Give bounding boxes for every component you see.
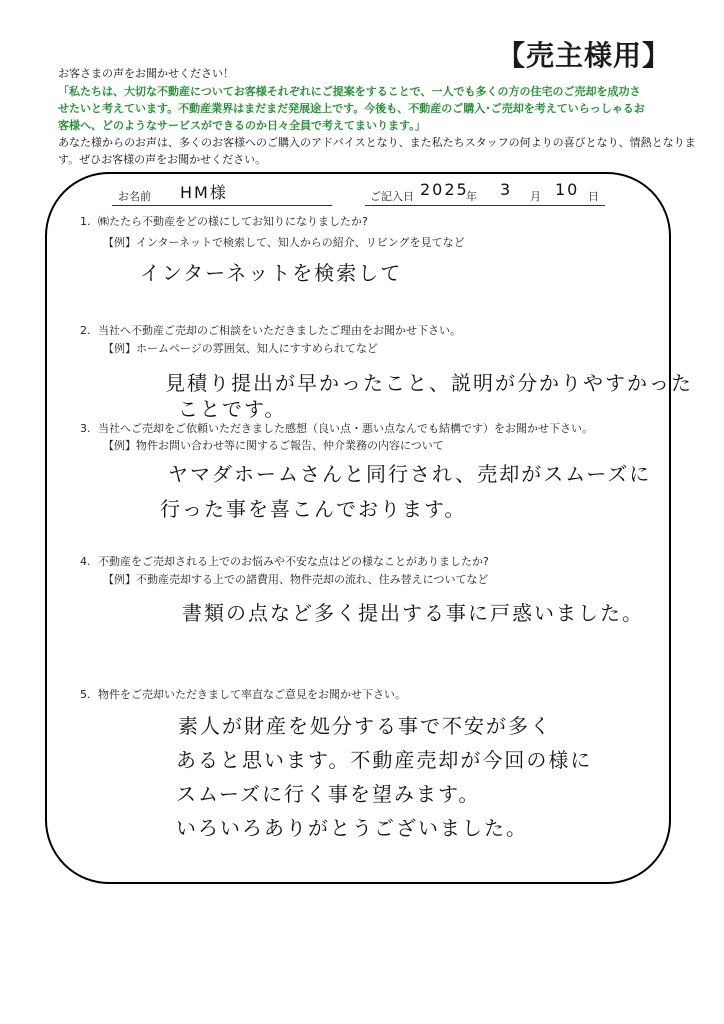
date-month-value: 3 xyxy=(500,180,513,199)
question-number: 4. xyxy=(80,555,91,568)
answer-line: インターネットを検索して xyxy=(140,261,403,285)
answer-line: 素人が財産を処分する事で不安が多く xyxy=(178,714,552,738)
intro-line: お客さまの声をお聞かせください！ xyxy=(58,67,234,80)
question-4 xyxy=(80,553,489,569)
question-example: 【例】ホームページの雰囲気、知人にすすめられてなど xyxy=(103,342,378,355)
question-example: 【例】インターネットで検索して、知人からの紹介、リビングを見てなど xyxy=(103,236,465,249)
question-number: 1. xyxy=(80,215,91,228)
answer-line: 書類の点など多く提出する事に戸惑いました。 xyxy=(182,601,644,625)
intro-message-line: せたいと考えています。不動産業界はまだまだ発展途上です。今後も、不動産のご購入･ご売却を考えていらっしゃるお xyxy=(58,102,645,115)
question-text: 当社へ不動産ご売却のご相談をいただきましたご理由をお聞かせ下さい。 xyxy=(98,324,461,337)
question-5 xyxy=(80,686,406,702)
month-label: 月 xyxy=(530,190,541,203)
intro-message-line: 客様へ、どのようなサービスができるのか日々全員で考えてまいります。」 xyxy=(58,119,426,132)
answer-line: あると思います。不動産売却が今回の様に xyxy=(176,748,593,772)
answer-line: スムーズに行く事を望みます。 xyxy=(176,782,481,806)
question-number: 5. xyxy=(80,688,91,701)
intro-line: す。ぜひお客様の声をお聞かせください。 xyxy=(58,153,267,166)
date-underline xyxy=(365,205,605,206)
answer-line: 行った事を喜こんでおります。 xyxy=(160,497,467,521)
answer-line: 見積り提出が早かったこと、説明が分かりやすかった xyxy=(165,371,693,395)
question-number: 2. xyxy=(80,324,91,337)
seller-form-badge: 【売主様用】 xyxy=(497,39,672,72)
name-value: HM様 xyxy=(180,183,228,202)
date-year-value: 2025 xyxy=(420,180,469,199)
question-2 xyxy=(80,322,461,338)
answer-line: ことです。 xyxy=(178,397,287,421)
question-text: 不動産をご売却される上でのお悩みや不安な点はどの様なことがありましたか? xyxy=(98,555,489,568)
question-text: ㈱たたら不動産をどの様にしてお知りになりましたか? xyxy=(98,215,368,228)
date-day-value: 10 xyxy=(555,180,580,199)
question-3 xyxy=(80,420,593,436)
name-underline xyxy=(112,205,332,206)
intro-message-line: 「私たちは、大切な不動産についてお客様それぞれにご提案をすることで、一人でも多くの方の住宅のご売却を成功さ xyxy=(58,85,641,98)
date-label: ご記入日 xyxy=(370,190,414,203)
question-example: 【例】物件お問い合わせ等に関するご報告、仲介業務の内容について xyxy=(103,439,444,452)
question-text: 当社へご売却をご依頼いただきました感想（良い点・悪い点なんでも結構です）をお聞かせ下さい。 xyxy=(98,422,593,435)
question-1 xyxy=(80,213,368,229)
answer-line: いろいろありがとうございました。 xyxy=(176,816,528,840)
question-text: 物件をご売却いただきまして率直なご意見をお聞かせ下さい。 xyxy=(98,688,406,701)
answer-line: ヤマダホームさんと同行され、売却がスムーズに xyxy=(168,462,652,486)
year-label: 年 xyxy=(466,190,477,203)
name-label: お名前 xyxy=(118,190,151,203)
question-example: 【例】不動産売却する上での諸費用、物件売却の流れ、住み替えについてなど xyxy=(103,573,489,586)
question-number: 3. xyxy=(80,422,91,435)
day-label: 日 xyxy=(588,190,599,203)
intro-line: あなた様からのお声は、多くのお客様へのご購入のアドバイスとなり、また私たちスタッフの何よりの喜びとなり、情熱となりま xyxy=(58,136,696,149)
